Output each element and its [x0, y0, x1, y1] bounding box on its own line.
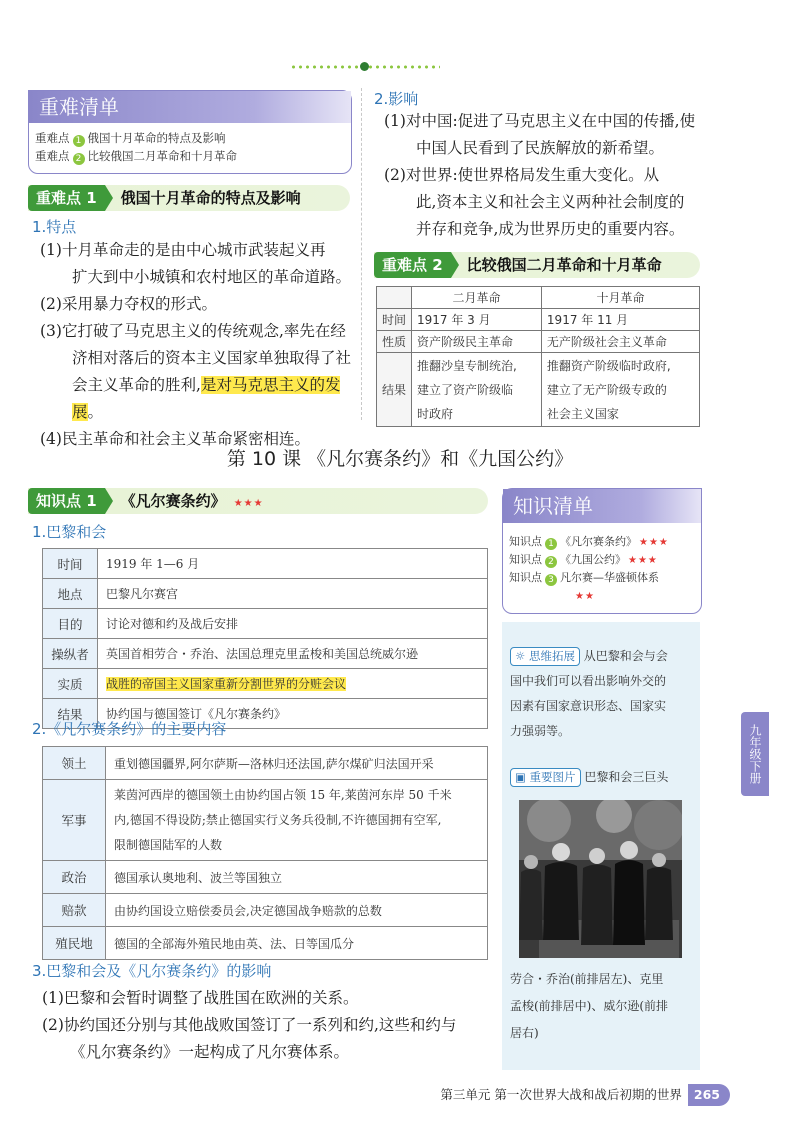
photo-illustration — [519, 800, 682, 958]
lesson-title: 第 10 课 《凡尔赛条约》和《九国公约》 — [226, 448, 574, 470]
influence-subheading: 2.影响 — [374, 90, 419, 108]
table-cell — [98, 669, 488, 699]
photo-caption — [510, 966, 698, 1047]
number-circle: 2 — [73, 153, 85, 165]
text-line: 劳合・乔治(前排居左)、克里 — [510, 972, 664, 986]
focus-text: 俄国十月革命的特点及影响 — [87, 131, 226, 145]
table-corner — [377, 287, 412, 309]
top-dot-decoration — [360, 62, 369, 71]
focus-list-item — [29, 147, 351, 165]
text-line: 扩大到中小城镇和农村地区的革命道路。 — [72, 268, 352, 286]
text-span: 。 — [87, 403, 104, 421]
row-label: 领土 — [43, 747, 106, 780]
picture-title: 巴黎和会三巨头 — [584, 770, 669, 784]
text-line: (2)协约国还分别与其他战败国签订了一系列和约,这些和约与 — [42, 1016, 457, 1034]
text-line: 《凡尔赛条约》一起构成了凡尔赛体系。 — [70, 1043, 350, 1061]
point2-title: 比较俄国二月革命和十月革命 — [466, 256, 662, 274]
kn-prefix: 知识点 — [509, 553, 542, 566]
row-label: 性质 — [377, 331, 412, 353]
kp1-subheading-1: 1.巴黎和会 — [32, 523, 107, 541]
kp1-title: 《凡尔赛条约》 — [120, 492, 226, 510]
kp1-tag: 知识点 1 — [28, 488, 105, 514]
table-cell: 德国承认奥地利、波兰等国独立 — [106, 861, 488, 894]
point2-header — [374, 252, 700, 278]
text-line: 济相对落后的资本主义国家单独取得了社 — [72, 349, 352, 367]
row-label: 目的 — [43, 609, 98, 639]
kp1-stars: ★★★ — [233, 498, 264, 509]
point1-tag: 重难点 1 — [28, 185, 105, 211]
cell-line: 内,德国不得设防;禁止德国实行义务兵役制,不许德国拥有空军, — [114, 812, 442, 827]
knowledge-list-stars-row — [503, 587, 701, 605]
table-cell: 讨论对德和约及战后安排 — [98, 609, 488, 639]
lightbulb-icon: ☼ — [515, 649, 526, 663]
cell-line: 推翻资产阶级临时政府, — [546, 358, 671, 373]
text-line: (1)十月革命走的是由中心城市武装起义再 — [40, 241, 326, 259]
focus-list-item — [29, 129, 351, 147]
table-cell: 德国的全部海外殖民地由英、法、日等国瓜分 — [106, 927, 488, 960]
number-circle: 2 — [545, 556, 557, 568]
point1-body — [40, 237, 358, 453]
row-label: 时间 — [43, 549, 98, 579]
highlighted-text: 是对马克思主义的发展 — [72, 376, 341, 421]
versailles-content-table — [42, 746, 488, 960]
page-footer — [410, 1084, 730, 1106]
picture-tag-label: 重要图片 — [529, 770, 576, 784]
knowledge-list-title: 知识清单 — [503, 489, 701, 523]
table-cell — [412, 353, 542, 427]
text-line: 力强弱等。 — [510, 724, 571, 738]
important-picture-header — [510, 765, 698, 790]
text-line: 居右) — [510, 1026, 539, 1040]
influence-body — [384, 108, 714, 243]
table-cell: 无产阶级社会主义革命 — [541, 331, 699, 353]
highlighted-text: 战胜的帝国主义国家重新分割世界的分赃会议 — [106, 677, 347, 691]
row-label: 军事 — [43, 780, 106, 861]
table-cell: 1919 年 1—6 月 — [98, 549, 488, 579]
row-label: 时间 — [377, 309, 412, 331]
cell-line: 推翻沙皇专制统治, — [417, 358, 517, 373]
text-line: (2)采用暴力夺权的形式。 — [40, 295, 217, 313]
point1-header — [28, 185, 350, 211]
text-line — [510, 644, 698, 669]
grade-tab[interactable]: 九年级下册 — [741, 712, 769, 796]
knowledge-list-box — [502, 488, 702, 614]
row-label: 政治 — [43, 861, 106, 894]
focus-list-title: 重难清单 — [29, 91, 351, 123]
table-header: 二月革命 — [412, 287, 542, 309]
text-line: (2)对世界:使世界格局发生重大变化。从 — [384, 166, 660, 184]
text-line: 孟梭(前排居中)、威尔逊(前排 — [510, 999, 669, 1013]
kp1-header — [28, 488, 488, 514]
kp1-subheading-3: 3.巴黎和会及《凡尔赛条约》的影响 — [32, 962, 272, 980]
focus-list-box — [28, 90, 352, 174]
table-cell: 1917 年 3 月 — [412, 309, 542, 331]
table-header: 十月革命 — [541, 287, 699, 309]
big-three-photo — [519, 800, 682, 958]
table-cell: 由协约国设立赔偿委员会,决定德国战争赔款的总数 — [106, 894, 488, 927]
cell-line: 社会主义国家 — [546, 406, 619, 421]
text-line: (3)它打破了马克思主义的传统观念,率先在经 — [40, 322, 346, 340]
kn-stars: ★★★ — [628, 555, 658, 566]
text-line — [40, 372, 358, 426]
text-line: 国中我们可以看出影响外交的 — [510, 674, 667, 688]
table-cell: 1917 年 11 月 — [541, 309, 699, 331]
number-circle: 1 — [545, 538, 557, 550]
point1-title: 俄国十月革命的特点及影响 — [120, 189, 301, 207]
knowledge-list-item — [503, 551, 701, 569]
revolution-compare-table — [376, 286, 700, 427]
kn-prefix: 知识点 — [509, 535, 542, 548]
table-cell: 资产阶级民主革命 — [412, 331, 542, 353]
row-label: 地点 — [43, 579, 98, 609]
text-line: (4)民主革命和社会主义革命紧密相连。 — [40, 430, 310, 448]
text-line: (1)对中国:促进了马克思主义在中国的传播,使 — [384, 112, 696, 130]
table-cell: 重划德国疆界,阿尔萨斯—洛林归还法国,萨尔煤矿归法国开采 — [106, 747, 488, 780]
picture-tag — [510, 768, 581, 787]
row-label: 赔款 — [43, 894, 106, 927]
point1-subheading: 1.特点 — [32, 218, 77, 236]
point2-tag: 重难点 2 — [374, 252, 451, 278]
text-span: 从巴黎和会与会 — [583, 649, 668, 663]
focus-prefix: 重难点 — [35, 131, 70, 145]
think-tag-label: 思维拓展 — [528, 649, 575, 663]
text-line: 并存和竞争,成为世界历史的重要内容。 — [416, 220, 685, 238]
knowledge-list-item — [503, 569, 701, 587]
kn-text: 《九国公约》 — [560, 553, 626, 566]
cell-line: 限制德国陆军的人数 — [114, 837, 223, 852]
kn-stars: ★★ — [575, 591, 595, 602]
kn-text: 凡尔赛—华盛顿体系 — [560, 571, 659, 584]
image-icon: ▣ — [515, 770, 526, 784]
text-span: 会主义革命的胜利, — [72, 376, 201, 394]
knowledge-list-item — [503, 533, 701, 551]
cell-line: 时政府 — [417, 406, 454, 421]
column-divider — [361, 88, 362, 420]
kp1-subheading-2: 2.《凡尔赛条约》的主要内容 — [32, 720, 227, 738]
row-label: 操纵者 — [43, 639, 98, 669]
text-line: 此,资本主义和社会主义两种社会制度的 — [416, 193, 685, 211]
row-label: 结果 — [377, 353, 412, 427]
text-line: (1)巴黎和会暂时调整了战胜国在欧洲的关系。 — [42, 989, 359, 1007]
row-label: 结果 — [43, 699, 98, 729]
focus-prefix: 重难点 — [35, 149, 70, 163]
number-circle: 1 — [73, 135, 85, 147]
focus-text: 比较俄国二月革命和十月革命 — [87, 149, 237, 163]
row-label: 实质 — [43, 669, 98, 699]
kp1-influence-body — [42, 985, 502, 1066]
cell-line: 建立了无产阶级专政的 — [546, 382, 667, 397]
text-line: 中国人民看到了民族解放的新希望。 — [416, 139, 665, 157]
row-label: 殖民地 — [43, 927, 106, 960]
table-cell: 协约国与德国签订《凡尔赛条约》 — [98, 699, 488, 729]
unit-title: 第三单元 第一次世界大战和战后初期的世界 — [440, 1087, 682, 1102]
cell-line: 建立了资产阶级临 — [417, 382, 514, 397]
kn-prefix: 知识点 — [509, 571, 542, 584]
cell-line: 莱茵河西岸的德国领土由协约国占领 15 年,莱茵河东岸 50 千米 — [114, 787, 452, 802]
think-tag — [510, 647, 580, 666]
text-line: 因素有国家意识形态、国家实 — [510, 699, 667, 713]
table-cell: 英国首相劳合・乔治、法国总理克里孟梭和美国总统威尔逊 — [98, 639, 488, 669]
table-cell: 巴黎凡尔赛宫 — [98, 579, 488, 609]
page-number: 265 — [688, 1084, 730, 1106]
paris-conference-table — [42, 548, 488, 729]
think-extension — [510, 644, 698, 744]
table-cell — [541, 353, 699, 427]
number-circle: 3 — [545, 574, 557, 586]
kn-text: 《凡尔赛条约》 — [560, 535, 637, 548]
kn-stars: ★★★ — [639, 537, 669, 548]
table-cell — [106, 780, 488, 861]
